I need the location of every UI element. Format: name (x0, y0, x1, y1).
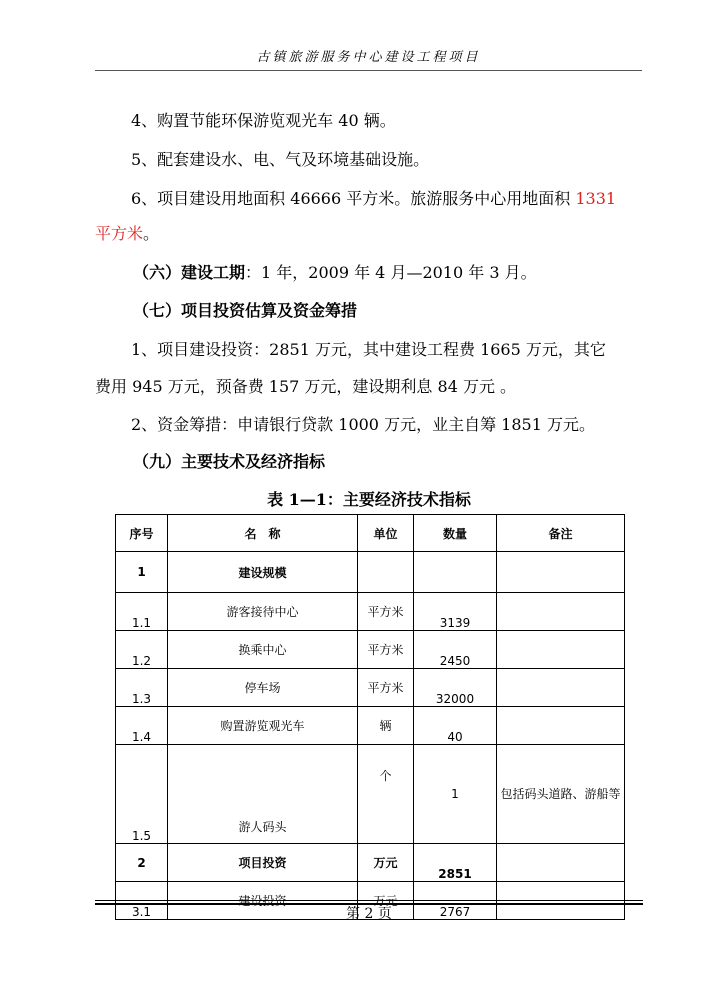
row-note (497, 552, 625, 593)
table-caption: 表 1—1：主要经济技术指标 (267, 490, 471, 509)
table-row (116, 844, 625, 882)
row-name: 游客接待中心 (168, 593, 358, 631)
row-qty: 2851 (414, 844, 497, 882)
row-no: 1.5 (116, 745, 168, 844)
row-note: 包括码头道路、游船等 (497, 745, 625, 844)
row-unit (358, 552, 414, 593)
section-6-heading: （六）建设工期 (133, 263, 246, 282)
table-row (116, 669, 625, 707)
row-qty: 2767 (414, 882, 497, 920)
row-name: 建设投资 (168, 882, 358, 920)
row-unit: 平方米 (358, 669, 414, 707)
row-qty: 3139 (414, 593, 497, 631)
page-number: 第 2 页 (346, 906, 392, 922)
investment-1-line1: 1、项目建设投资：2851 万元，其中建设工程费 1665 万元，其它 (131, 340, 606, 359)
row-unit: 万元 (358, 882, 414, 920)
header-no: 序号 (116, 515, 168, 552)
header-name: 名 称 (168, 515, 358, 552)
row-unit: 辆 (358, 707, 414, 745)
row-name: 项目投资 (168, 844, 358, 882)
page-header-title: 古镇旅游服务中心建设工程项目 (256, 50, 481, 65)
row-name: 游人码头 (168, 745, 358, 844)
row-name: 建设规模 (168, 552, 358, 593)
section-7-heading: （七）项目投资估算及资金筹措 (133, 301, 358, 320)
header-unit: 单位 (358, 515, 414, 552)
header-qty: 数量 (414, 515, 497, 552)
table-row (116, 552, 625, 593)
row-no: 1.4 (116, 707, 168, 745)
section-9-heading: （九）主要技术及经济指标 (133, 452, 326, 471)
row-no: 1 (116, 552, 168, 593)
table-row (116, 593, 625, 631)
investment-2-text: 2、资金筹措：申请银行贷款 1000 万元，业主自筹 1851 万元。 (131, 415, 595, 434)
section-6-text: ：1 年，2009 年 4 月—2010 年 3 月。 (245, 263, 537, 282)
table-row (116, 745, 625, 844)
row-unit: 平方米 (358, 593, 414, 631)
row-unit: 个 (358, 745, 414, 844)
table-header-row (116, 515, 625, 552)
table-row (116, 707, 625, 745)
row-name: 购置游览观光车 (168, 707, 358, 745)
indicators-table (115, 514, 625, 920)
row-note (497, 707, 625, 745)
row-no: 1.2 (116, 631, 168, 669)
row-note (497, 669, 625, 707)
header-note: 备注 (497, 515, 625, 552)
row-no: 1.3 (116, 669, 168, 707)
row-qty (414, 552, 497, 593)
item-5-text: 5、配套建设水、电、气及环境基础设施。 (131, 150, 430, 169)
item-6-red-unit: 平方米 (95, 224, 144, 243)
row-qty: 40 (414, 707, 497, 745)
row-qty: 1 (414, 745, 497, 844)
item-6-text (95, 189, 643, 209)
row-qty: 2450 (414, 631, 497, 669)
row-no: 1.1 (116, 593, 168, 631)
row-unit: 万元 (358, 844, 414, 882)
item-4-text: 4、购置节能环保游览观光车 40 辆。 (131, 111, 396, 130)
row-name: 停车场 (168, 669, 358, 707)
row-name: 换乘中心 (168, 631, 358, 669)
row-note (497, 844, 625, 882)
item-6-prefix: 6、项目建设用地面积 46666 平方米。旅游服务中心用地面积 (131, 189, 576, 208)
header-divider (95, 70, 642, 71)
section-6-line (95, 263, 681, 283)
row-no: 3.1 (116, 882, 168, 920)
item-6-continuation (95, 224, 643, 244)
row-qty: 32000 (414, 669, 497, 707)
investment-1-line2: 费用 945 万元，预备费 157 万元，建设期利息 84 万元 。 (95, 377, 517, 396)
table-row (116, 631, 625, 669)
footer-divider-thin (95, 900, 643, 901)
row-no: 2 (116, 844, 168, 882)
row-note (497, 593, 625, 631)
row-unit: 平方米 (358, 631, 414, 669)
item-6-red-number: 1331 (575, 189, 617, 208)
row-note (497, 631, 625, 669)
item-6-end: 。 (143, 224, 160, 243)
